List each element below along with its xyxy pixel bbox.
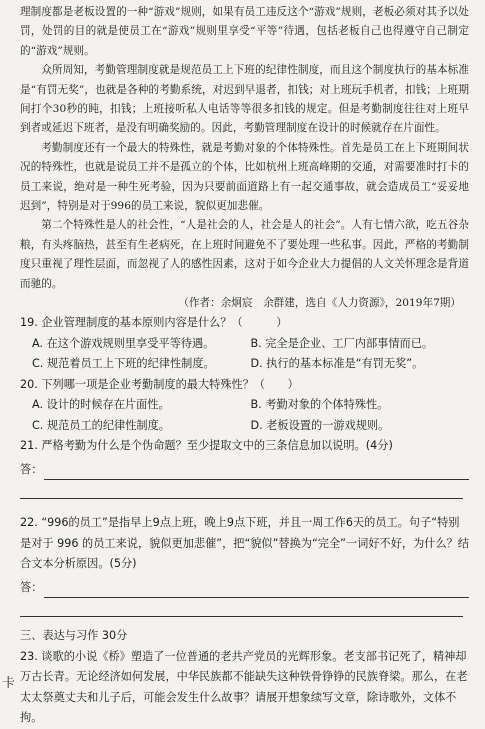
option-b[interactable]: B. 完全是企业、工厂内部事情而已。 — [250, 336, 434, 350]
question-stem: 22. “996的员工”是指早上9点上班，晚上9点下班，并且一周工作6天的员工。句子“特别是对于 996 的员工来说，貌似更加悲催”，把“貌似”替换为“完全”一词好不好，为什么？结合文本分析原因。(5分) — [20, 516, 470, 571]
option-a[interactable]: A. 在这个游戏规则里享受平等待遇。 — [32, 336, 215, 350]
question-19 — [20, 313, 469, 375]
option-b[interactable]: B. 考勤对象的个体特殊性。 — [250, 398, 389, 412]
passage-paragraph: 理制度都是老板设置的一种“游戏”规则，如果有员工违反这个“游戏”规则，老板必须对其予以处罚，处罚的目的就是使员工在“游戏”规则里享受“平等”待遇，包括老板自己也得遵守自己制定的“游戏”规则。 — [20, 6, 469, 57]
option-d[interactable]: D. 执行的基本标准是“有罚无奖”。 — [250, 357, 424, 371]
answer-rule — [44, 585, 469, 598]
options-list — [20, 334, 469, 375]
answer-rule — [44, 467, 469, 480]
answer-rule[interactable] — [20, 480, 463, 499]
section-3 — [20, 626, 469, 647]
option-a[interactable]: A. 设计的时候存在片面性。 — [32, 398, 170, 412]
answer-label: 答： — [20, 462, 43, 476]
passage-paragraph: 考勤制度还有一个最大的特殊性，就是考勤对象的个体特殊性。首先是员工在上下班期间状况的特殊性，也就是说员工并不是孤立的个体，比如杭州上班高峰期的交通，对需要准时打卡的员工来说，绝对是一种生死考验，因为只要前面道路上有一起交通事故，就会造成员工“妥妥地迟到”，特别是对于996的员工来说，貌似更加悲催。 — [20, 141, 469, 213]
question-stem: 23. 谈歌的小说《桥》塑造了一位普通的老共产党员的光辉形象。老支部书记死了，精神却万古长青。无论经济如何发展，中华民族都不能缺失这种铁骨铮铮的民族脊梁。那么，在老太太祭奠丈夫和儿子后，可能会发生什么故事？请展开想象续写文章，除诗歌外，文体不拘。 — [20, 649, 468, 725]
section-title: 三、表达与习作 30分 — [20, 629, 128, 643]
answer-label: 答： — [20, 580, 43, 594]
question-stem: 20. 下列哪一项是企业考勤制度的最大特殊性？（ ） — [20, 377, 299, 391]
answer-line[interactable] — [20, 460, 469, 481]
reading-passage — [20, 3, 469, 313]
question-22 — [20, 513, 469, 617]
options-list — [20, 395, 469, 436]
margin-mark: 卡 — [2, 676, 16, 691]
question-stem: 19. 企业管理制度的基本原则内容是什么？（ ） — [20, 316, 288, 330]
answer-rule[interactable] — [20, 598, 463, 617]
question-stem: 21. 严格考勤为什么是个伪命题？至少提取文中的三条信息加以说明。(4分) — [20, 439, 393, 453]
passage-source: （作者：余炯宸 余群建，选自《人力资源》，2019年7期） — [178, 297, 461, 310]
passage-paragraph: 第二个特殊性是人的社会性，“人是社会的人，社会是人的社会”。人有七情六欲，吃五谷杂粮，有头疼脑热，甚至有生老病死，在上班时间避免不了要处理一些私事。因此，严格的考勤制度只重视了理性层面，而忽视了人的感性因素，这对于如今企业大力提倡的人文关怀理念是背道而驰的。 — [20, 219, 469, 290]
option-c[interactable]: C. 规范员工的纪律性制度。 — [32, 418, 170, 432]
option-c[interactable]: C. 规范着员工上下班的纪律性制度。 — [32, 357, 215, 371]
question-20 — [20, 375, 469, 437]
passage-paragraph: 众所周知，考勤管理制度就是规范员工上下班的纪律性制度，而且这个制度执行的基本标准是“有罚无奖”，也就是各种的考勤系统，对迟到早退者，扣钱；对上班玩手机者，扣钱；上班期间打个30秒的盹，扣钱；上班接听私人电话等等很多扣钱的规定。但是考勤制度往往对上班早到者或延迟下班者，是没有明确奖励的。因此，考勤管理制度在设计的时候就存在片面性。 — [20, 64, 469, 135]
option-d[interactable]: D. 老板设置的一游戏规则。 — [250, 418, 390, 432]
question-21 — [20, 436, 469, 513]
question-23 — [20, 647, 469, 729]
answer-line[interactable] — [20, 578, 469, 599]
